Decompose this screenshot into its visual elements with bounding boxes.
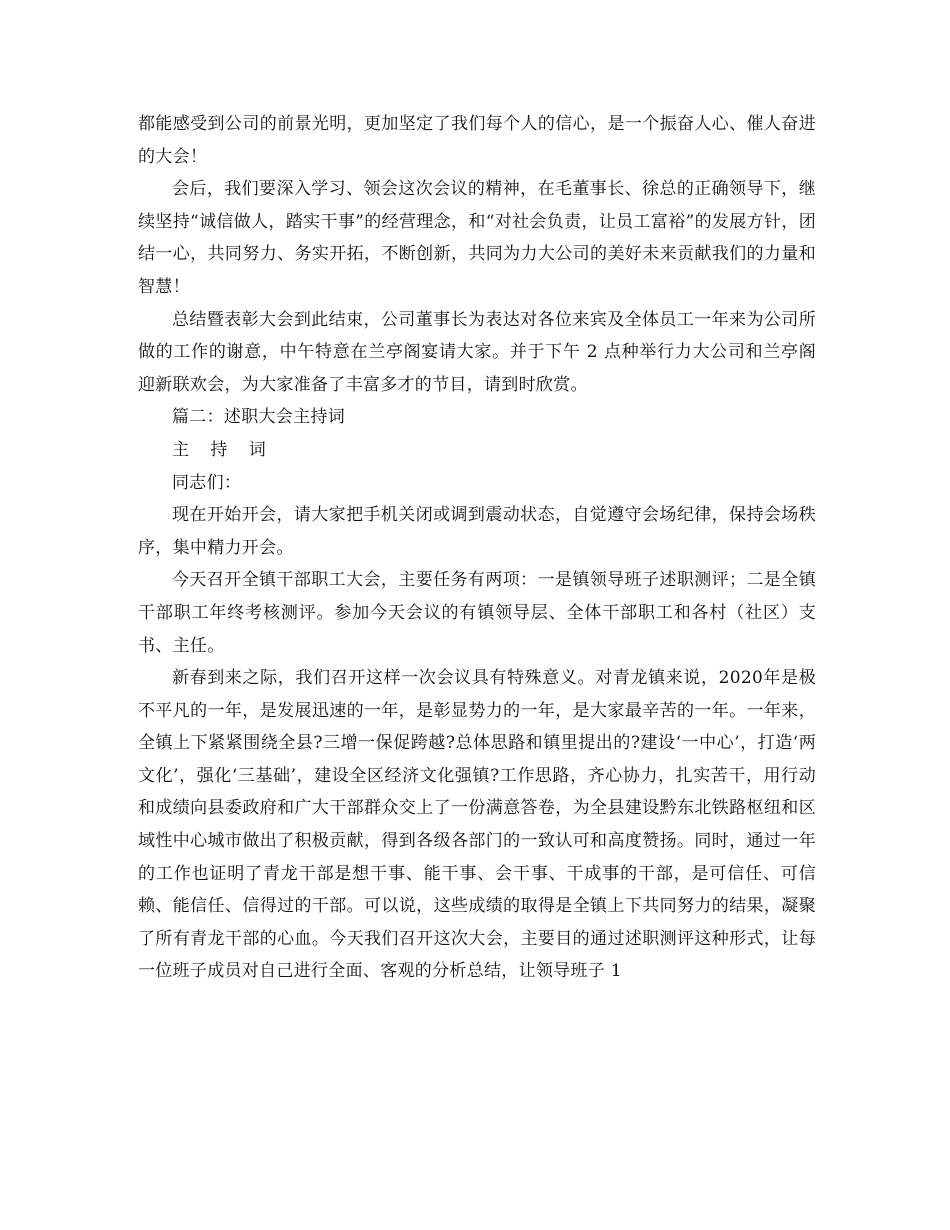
paragraph-continuation: 都能感受到公司的前景光明，更加坚定了我们每个人的信心，是一个振奋人心、催人奋进的大会！ xyxy=(138,114,816,167)
paragraph-new-year: 新春到来之际，我们召开这样一次会议具有特殊意义。对青龙镇来说，2020年是极不平凡的一年，是发展迅速的一年，是彰显势力的一年，是大家最辛苦的一年。一年来，全镇上下紧紧围绕全县?三增一保促跨越?总体思路和镇里提出的?建设‘一中心’，打造‘两文化’，强化‘三基础’，建设全区经济文化强镇?工作思路，齐心协力，扎实苦干，用行动和成绩向县委政府和广大干部群众交上了一份满意答卷，为全县建设黔东北铁路枢纽和区域性中心城市做出了积极贡献，得到各级各部门的一致认可和高度赞扬。同时，通过一年的工作也证明了青龙干部是想干事、能干事、会干事、干成事的干部，是可信任、可信赖、能信任、信得过的干部。可以说，这些成绩的取得是全镇上下共同努力的结果，凝聚了所有青龙干部的心血。今天我们召开这次大会，主要目的通过述职测评这种形式，让每一位班子成员对自己进行全面、客观的分析总结，让领导班子 1 xyxy=(138,668,816,982)
paragraph-tasks: 今天召开全镇干部职工大会，主要任务有两项：一是镇领导班子述职测评；二是全镇干部职工年终考核测评。参加今天会议的有镇领导层、全体干部职工和各村（社区）支书、主任。 xyxy=(138,570,816,656)
paragraph-start-meeting: 现在开始开会，请大家把手机关闭或调到震动状态，自觉遵守会场纪律，保持会场秩序，集中精力开会。 xyxy=(138,505,816,558)
host-speech-title: 主 持 词 xyxy=(172,439,274,460)
document-page xyxy=(138,108,816,988)
section-heading: 篇二：述职大会主持词 xyxy=(172,407,345,428)
paragraph-after-meeting: 会后，我们要深入学习、领会这次会议的精神，在毛董事长、徐总的正确领导下，继续坚持“诚信做人，踏实干事”的经营理念，和“对社会负责，让员工富裕”的发展方针，团结一心，共同努力、务实开拓，不断创新，共同为力大公司的美好未来贡献我们的力量和智慧！ xyxy=(138,179,816,297)
paragraph-meeting-close: 总结暨表彰大会到此结束，公司董事长为表达对各位来宾及全体员工一年来为公司所做的工作的谢意，中午特意在兰亭阁宴请大家。并于下午 2 点种举行力大公司和兰亭阁迎新联欢会，为大家准备了丰富多才的节目，请到时欣赏。 xyxy=(138,309,816,395)
greeting: 同志们： xyxy=(172,472,242,493)
